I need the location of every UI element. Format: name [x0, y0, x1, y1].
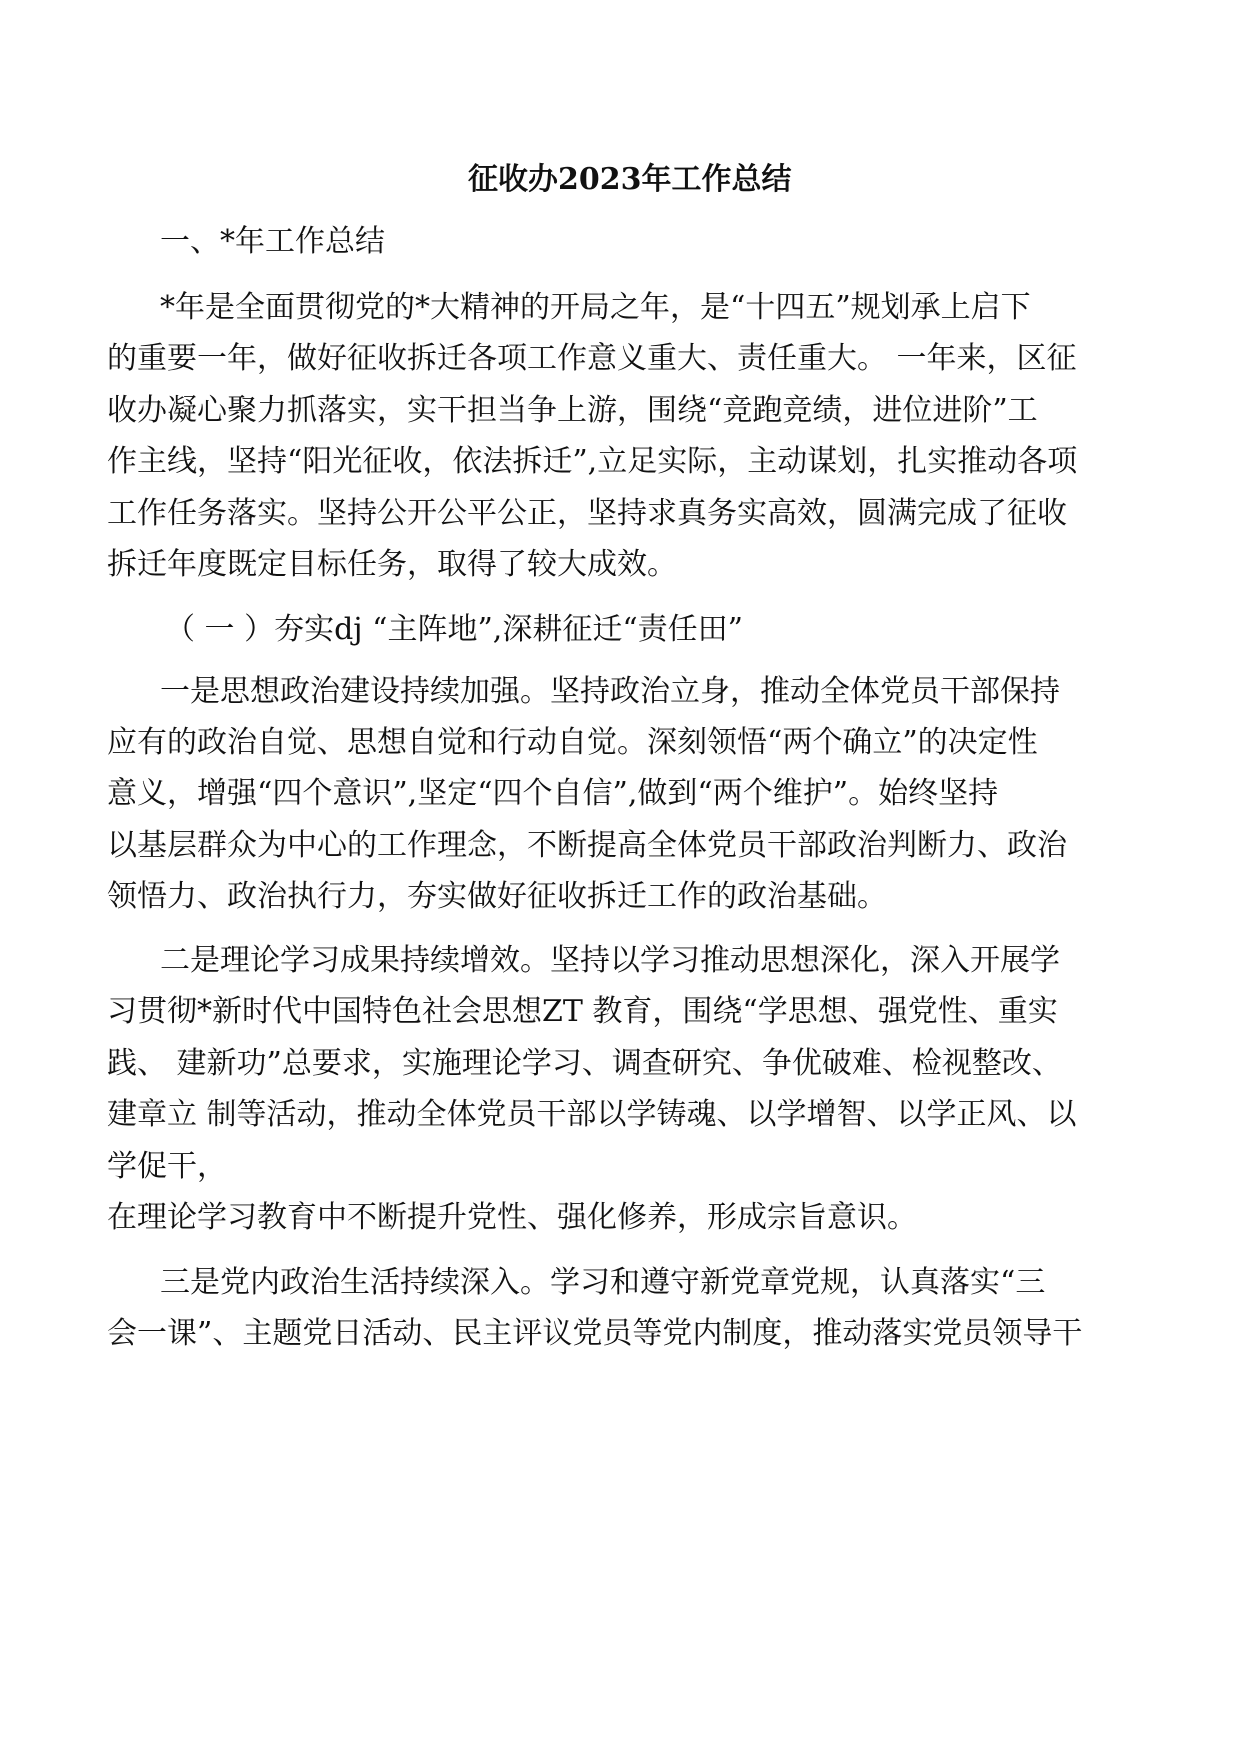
paragraph-line: 应有的政治自觉、思想自觉和行动自觉。深刻领悟“两个确立”的决定性	[107, 725, 1038, 760]
subsection-heading: （ 一 ）夯实dj “主阵地”,深耕征迁“责任田”	[165, 612, 743, 647]
paragraph-line: 习贯彻*新时代中国特色社会思想ZT 教育，围绕“学思想、强党性、重实	[107, 994, 1058, 1029]
paragraph-line: 意义，增强“四个意识”,坚定“四个自信”,做到“两个维护”。始终坚持	[107, 776, 999, 811]
paragraph-line: 作主线，坚持“阳光征收，依法拆迁”,立足实际，主动谋划，扎实推动各项	[107, 444, 1078, 479]
paragraph-line: 践、 建新功”总要求，实施理论学习、调查研究、争优破难、检视整改、	[107, 1046, 1062, 1081]
paragraph-line: 建章立 制等活动，推动全体党员干部以学铸魂、以学增智、以学正风、以	[107, 1097, 1077, 1132]
paragraph-line: 以基层群众为中心的工作理念，不断提高全体党员干部政治判断力、政治	[107, 828, 1067, 863]
paragraph-line: 一是思想政治建设持续加强。坚持政治立身，推动全体党员干部保持	[160, 674, 1060, 709]
document-title: 征收办2023年工作总结	[468, 162, 792, 197]
section-heading: 一、*年工作总结	[160, 224, 385, 259]
paragraph-line: 领悟力、政治执行力，夯实做好征收拆迁工作的政治基础。	[107, 879, 887, 914]
paragraph-line: 工作任务落实。坚持公开公平公正，坚持求真务实高效，圆满完成了征收	[107, 496, 1067, 531]
paragraph-line: 收办凝心聚力抓落实，实干担当争上游，围绕“竞跑竞绩，进位进阶”工	[107, 393, 1038, 428]
paragraph-line: *年是全面贯彻党的*大精神的开局之年，是“十四五”规划承上启下	[160, 290, 1031, 325]
paragraph-line: 的重要一年，做好征收拆迁各项工作意义重大、责任重大。 一年来，区征	[107, 341, 1077, 376]
paragraph-line: 在理论学习教育中不断提升党性、强化修养，形成宗旨意识。	[107, 1200, 917, 1235]
paragraph-line: 学促干，	[107, 1149, 227, 1184]
paragraph-line: 三是党内政治生活持续深入。学习和遵守新党章党规，认真落实“三	[160, 1265, 1046, 1300]
paragraph-line: 会一课”、主题党日活动、民主评议党员等党内制度，推动落实党员领导干	[107, 1316, 1083, 1351]
paragraph-line: 二是理论学习成果持续增效。坚持以学习推动思想深化，深入开展学	[160, 943, 1060, 978]
paragraph-line: 拆迁年度既定目标任务，取得了较大成效。	[107, 547, 677, 582]
